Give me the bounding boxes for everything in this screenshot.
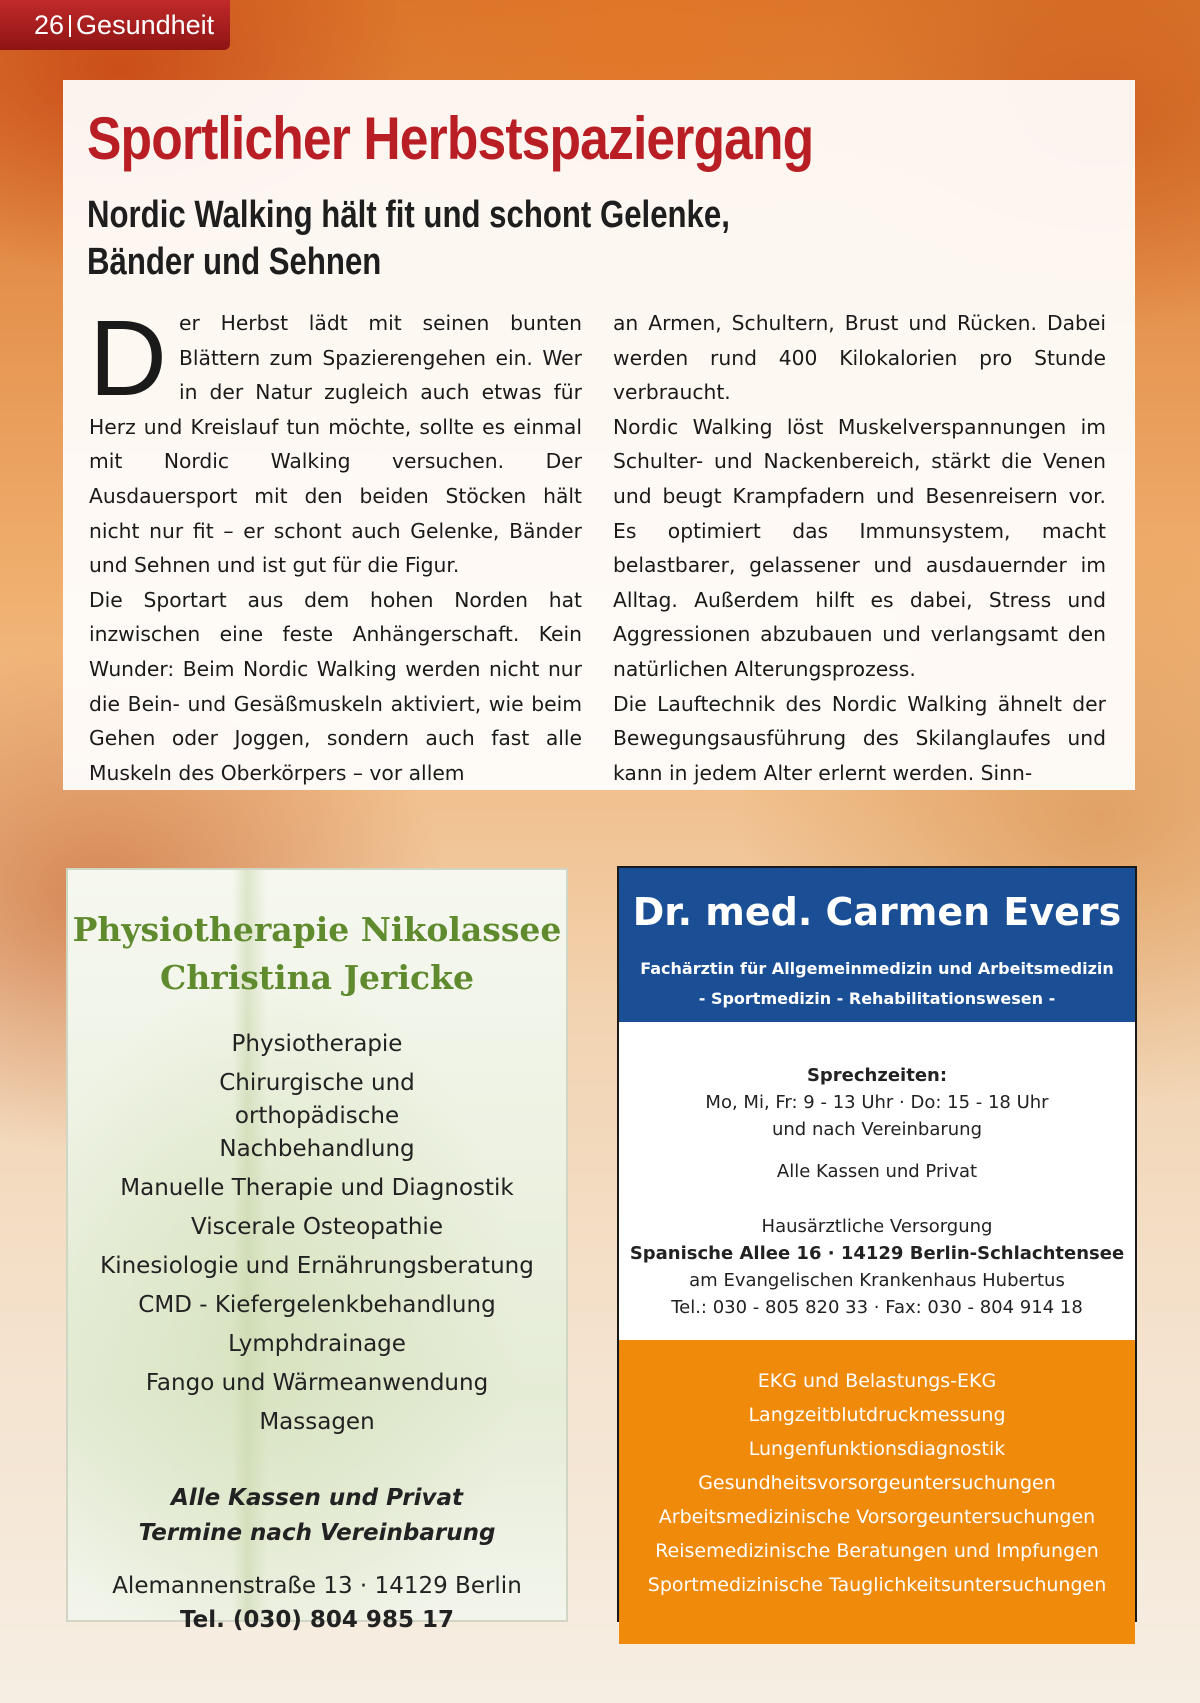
section-header-label — [34, 10, 214, 40]
article-column-right — [613, 306, 1106, 790]
office-hours-line1: Mo, Mi, Fr: 9 - 13 Uhr · Do: 15 - 18 Uhr — [705, 1092, 1049, 1113]
doctor-specialty — [619, 954, 1135, 1014]
list-item: Lymphdrainage — [228, 1331, 406, 1357]
list-item: Fango und Wärmeanwendung — [145, 1370, 489, 1396]
physio-practice-name — [68, 906, 566, 1002]
physio-appointment-note: Termine nach Vereinbarung — [138, 1520, 496, 1546]
doctor-insurance: Alle Kassen und Privat — [776, 1161, 978, 1182]
doctor-services — [619, 1340, 1135, 1644]
list-item: Arbeitsmedizinische Vorsorgeuntersuchungen — [658, 1506, 1096, 1528]
physio-notes — [68, 1481, 566, 1551]
doctor-header — [619, 868, 1135, 1022]
physio-phone: Tel. (030) 804 985 17 — [180, 1607, 454, 1633]
article-subtitle: Nordic Walking hält fit und schont Gelenke, Bänder und Sehnen — [87, 194, 730, 283]
section-name: Gesundheit — [76, 10, 215, 40]
header-separator — [69, 15, 71, 37]
office-hours-title: Sprechzeiten: — [806, 1065, 948, 1086]
list-item: Viscerale Osteopathie — [191, 1214, 443, 1240]
doctor-specialty-line1: Fachärztin für Allgemeinmedizin und Arbeitsmedizin — [640, 959, 1114, 978]
article-column-left — [89, 297, 582, 790]
page-number: 26 — [34, 10, 65, 40]
article-paragraph: Die Sportart aus dem hohen Norden hat inzwischen eine feste Anhängerschaft. Kein Wunder: Beim Nordic Walking werden nicht nur die Bein- und Gesäßmuskeln aktiviert, wie beim Gehen oder Joggen, sondern auch fast alle Muskeln des Oberkörpers – vor allem — [89, 587, 582, 785]
doctor-contact: Tel.: 030 - 805 820 33 · Fax: 030 - 804 914 18 — [671, 1297, 1083, 1318]
office-hours-line2: und nach Vereinbarung — [771, 1119, 982, 1140]
list-item: Reisemedizinische Beratungen und Impfungen — [655, 1540, 1099, 1562]
article-title: Sportlicher Herbstspaziergang — [87, 105, 814, 172]
physio-name-line1: Physiotherapie Nikolassee — [72, 910, 562, 949]
physio-address: Alemannenstraße 13 · 14129 Berlin — [112, 1573, 522, 1599]
article-paragraph: Nordic Walking löst Muskelverspannungen im Schulter- und Nackenbereich, stärkt die Venen und beugt Krampfadern und Besenreisern vor. Es optimiert das Immunsystem, macht belastbarer, gelassener und ausdauernder im Alltag. Außerdem hilft es dabei, Stress und Aggressionen abzubauen und verlangsamt den natürlichen Alterungsprozess. — [613, 414, 1106, 681]
list-item: CMD - Kiefergelenkbehandlung — [138, 1292, 496, 1318]
list-item: Massagen — [259, 1409, 375, 1435]
list-item: Manuelle Therapie und Diagnostik — [120, 1175, 514, 1201]
physiotherapy-ad — [66, 868, 568, 1633]
office-hours — [619, 1089, 1135, 1143]
list-item: Chirurgische und orthopädische Nachbehandlung — [219, 1070, 415, 1162]
doctor-name: Dr. med. Carmen Evers — [632, 890, 1122, 934]
doctor-ad — [617, 866, 1137, 1622]
list-item: Lungenfunktionsdiagnostik — [748, 1438, 1006, 1460]
physio-insurance-note: Alle Kassen und Privat — [171, 1485, 463, 1511]
physio-services-list — [68, 1028, 566, 1439]
list-item: EKG und Belastungs-EKG — [757, 1370, 997, 1392]
doctor-info — [619, 1022, 1135, 1340]
physio-name-line2: Christina Jericke — [160, 958, 474, 997]
list-item: Kinesiologie und Ernährungsberatung — [100, 1253, 534, 1279]
section-header-bar — [0, 0, 230, 50]
doctor-specialty-line2: - Sportmedizin - Rehabilitationswesen - — [698, 989, 1056, 1008]
doctor-location: am Evangelischen Krankenhaus Hubertus — [689, 1270, 1065, 1291]
article-paragraph: Die Lauftechnik des Nordic Walking ähnelt der Bewegungsausführung des Skilanglaufes und kann in jedem Alter erlernt werden. Sinn- — [613, 691, 1106, 785]
article-panel — [63, 80, 1135, 790]
list-item: Gesundheitsvorsorgeuntersuchungen — [698, 1472, 1056, 1494]
drop-cap: D — [89, 297, 167, 418]
article-paragraph: er Herbst lädt mit seinen bunten Blättern zum Spazierengehen ein. Wer in der Natur zugleich auch etwas für Herz und Kreislauf tun möchte, sollte es einmal mit Nordic Walking versuchen. Der Ausdauersport mit den beiden Stöcken hält nicht nur fit – er schont auch Gelenke, Bänder und Sehnen und ist gut für die Figur. — [89, 311, 582, 578]
physio-contact — [68, 1569, 566, 1637]
article-paragraph: an Armen, Schultern, Brust und Rücken. Dabei werden rund 400 Kilokalorien pro Stunde verbraucht. — [613, 311, 1106, 405]
list-item: Physiotherapie — [231, 1031, 403, 1057]
list-item: Sportmedizinische Tauglichkeitsuntersuchungen — [647, 1574, 1107, 1596]
doctor-address: Spanische Allee 16 · 14129 Berlin-Schlachtensee — [629, 1243, 1125, 1264]
list-item: Langzeitblutdruckmessung — [748, 1404, 1006, 1426]
doctor-care-type: Hausärztliche Versorgung — [761, 1216, 993, 1237]
